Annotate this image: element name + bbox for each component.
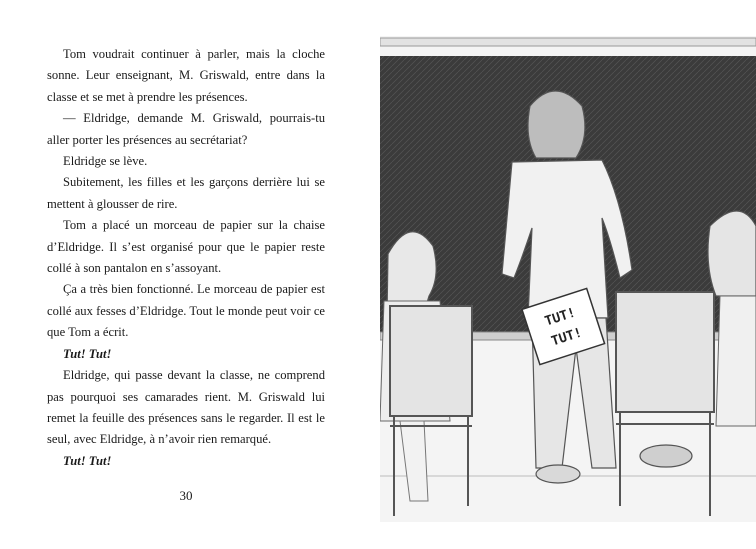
- board-top-trim: [380, 38, 756, 46]
- paragraph-9-exclamation: Tut! Tut!: [63, 453, 112, 468]
- paragraph-3: Eldridge se lève.: [63, 154, 148, 169]
- paragraph-4: Subitement, les filles et les garçons derrière lui se mettent à glousser de rire.: [47, 175, 325, 211]
- paragraph-5: Tom a placé un morceau de papier sur la chaise d’Eldridge. Il s’est organisé pour que le papier reste collé à son pantalon en s’assoyant.: [47, 218, 325, 276]
- paragraph-1: Tom voudrait continuer à parler, mais la cloche sonne. Leur enseignant, M. Griswald, entre dans la classe et se met à prendre les présences.: [47, 47, 325, 104]
- paragraph-7-exclamation: Tut! Tut!: [63, 346, 112, 361]
- classroom-illustration: [380, 36, 756, 522]
- sign-text-line1: TUT!: [543, 305, 578, 330]
- paragraph-6: Ça a très bien fonctionné. Le morceau de papier est collé aux fesses d’Eldridge. Tout le monde peut voir ce que Tom a écrit.: [47, 282, 325, 340]
- story-text: [47, 44, 325, 472]
- paragraph-2: — Eldridge, demande M. Griswald, pourrais-tu aller porter les présences au secrétariat?: [47, 111, 325, 147]
- sign-text-line2: TUT!: [549, 325, 585, 350]
- paragraph-8: Eldridge, qui passe devant la classe, ne comprend pas pourquoi ses camarades rient. M. Griswald lui remet la feuille des présences sans le regarder. Il est le seul, avec Eldridge, à n’avoir rien remarqué.: [47, 368, 325, 447]
- page-number: 30: [179, 488, 193, 503]
